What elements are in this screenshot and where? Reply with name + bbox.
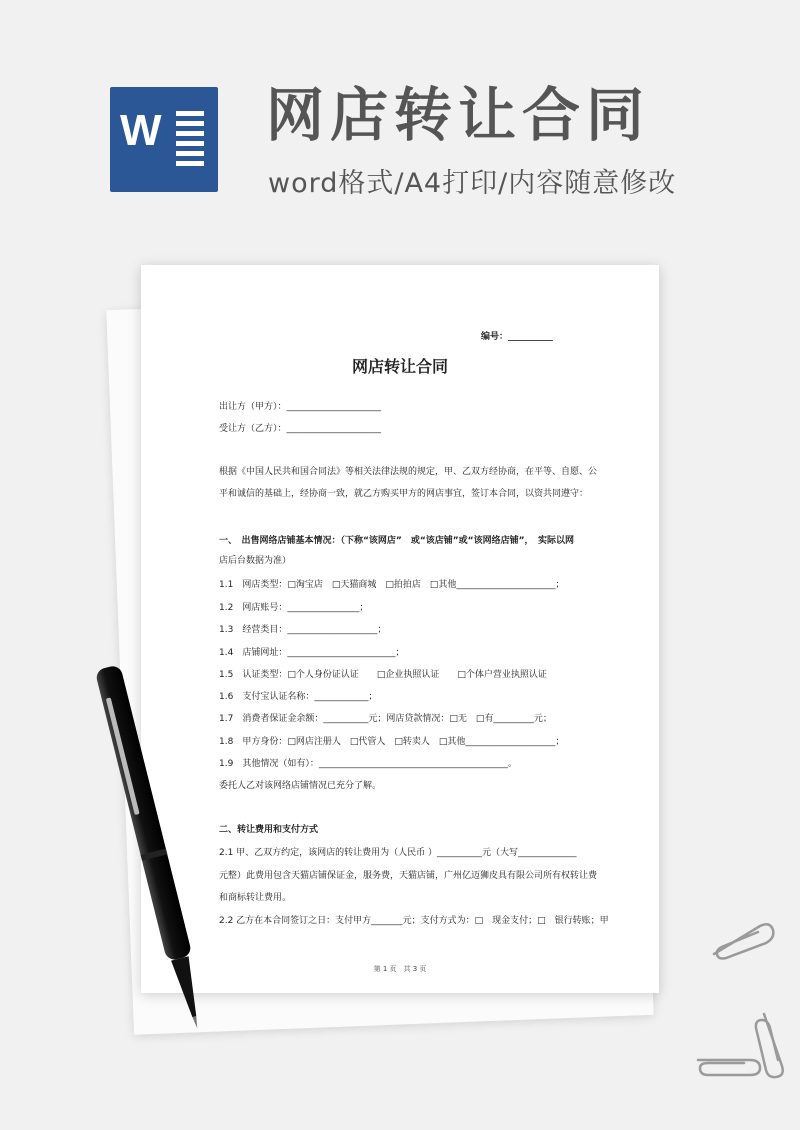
document-title: 网店转让合同 [351, 357, 448, 376]
pen-icon [60, 650, 260, 1050]
clause-1-7: 1.7 消费者保证金余额：__________元；网店贷款情况：□无 □有_________元； [219, 714, 552, 724]
banner-title: 网店转让合同 [266, 81, 651, 149]
section-2-heading: 二、转让费用和支付方式 [219, 825, 319, 835]
clause-1-8: 1.8 甲方身份：□网店注册人 □代管人 □转卖人 □其他____________________； [219, 737, 565, 747]
clause-1-3: 1.3 经营类目：____________________； [219, 625, 387, 635]
section-1-heading: 一、 出售网络店铺基本情况：（下称“该网店” 或“该店铺”或“该网络店铺”， 实际以网 [219, 536, 574, 546]
seller-line: 出让方（甲方）：_____________________ [219, 402, 382, 412]
section-1-heading-cont: 店后台数据为准） [219, 556, 292, 566]
clause-2-1-cont: 元整）此费用包含天猫店铺保证金，服务费，天猫店铺，广州亿迈狮皮具有限公司所有权转让费 [219, 871, 598, 881]
clause-2-2: 2.2 乙方在本合同签订之日：支付甲方_______元；支付方式为：□ 现金支付；□ 银行转账；甲 [219, 916, 609, 926]
word-logo-icon [110, 87, 218, 192]
clause-1-5: 1.5 认证类型：□个人身份证认证 □企业执照认证 □个体户营业执照认证 [219, 670, 547, 680]
paper-clip-icon [694, 1040, 764, 1080]
page-footer: 第 1 页 共 3 页 [373, 965, 427, 973]
word-logo-lines [176, 111, 204, 171]
clause-2-1-cont: 和商标转让费用。 [219, 893, 292, 903]
clause-1-4: 1.4 店铺网址：________________________； [219, 648, 405, 658]
acknowledgement-line: 委托人乙对该网络店铺情况已充分了解。 [219, 781, 382, 791]
buyer-line: 受让方（乙方）：_____________________ [219, 424, 382, 434]
clause-1-9: 1.9 其他情况（如有）：__________________________________________。 [219, 759, 517, 769]
preamble-line: 平和诚信的基础上，经协商一致，就乙方购买甲方的网店事宜，签订本合同，以资共同遵守： [219, 489, 589, 499]
contract-number: 编号：__________ [481, 332, 554, 342]
clause-1-2: 1.2 网店账号：________________； [219, 603, 369, 613]
word-logo-letter: W [120, 106, 162, 155]
clause-2-1: 2.1 甲、乙双方约定，该网店的转让费用为（人民币 ）__________元（大写_____________ [219, 848, 577, 858]
preamble-line: 根据《中国人民共和国合同法》等相关法律法规的规定，甲、乙双方经协商，在平等、自愿、公 [219, 467, 598, 477]
clause-1-6: 1.6 支付宝认证名称：____________； [219, 692, 378, 702]
clause-1-1: 1.1 网店类型：□淘宝店 □天猫商城 □拍拍店 □其他______________________； [219, 580, 565, 590]
banner-subtitle: word格式/A4打印/内容随意修改 [268, 168, 677, 199]
paper-clip-icon [708, 918, 778, 963]
header-banner [0, 0, 800, 230]
